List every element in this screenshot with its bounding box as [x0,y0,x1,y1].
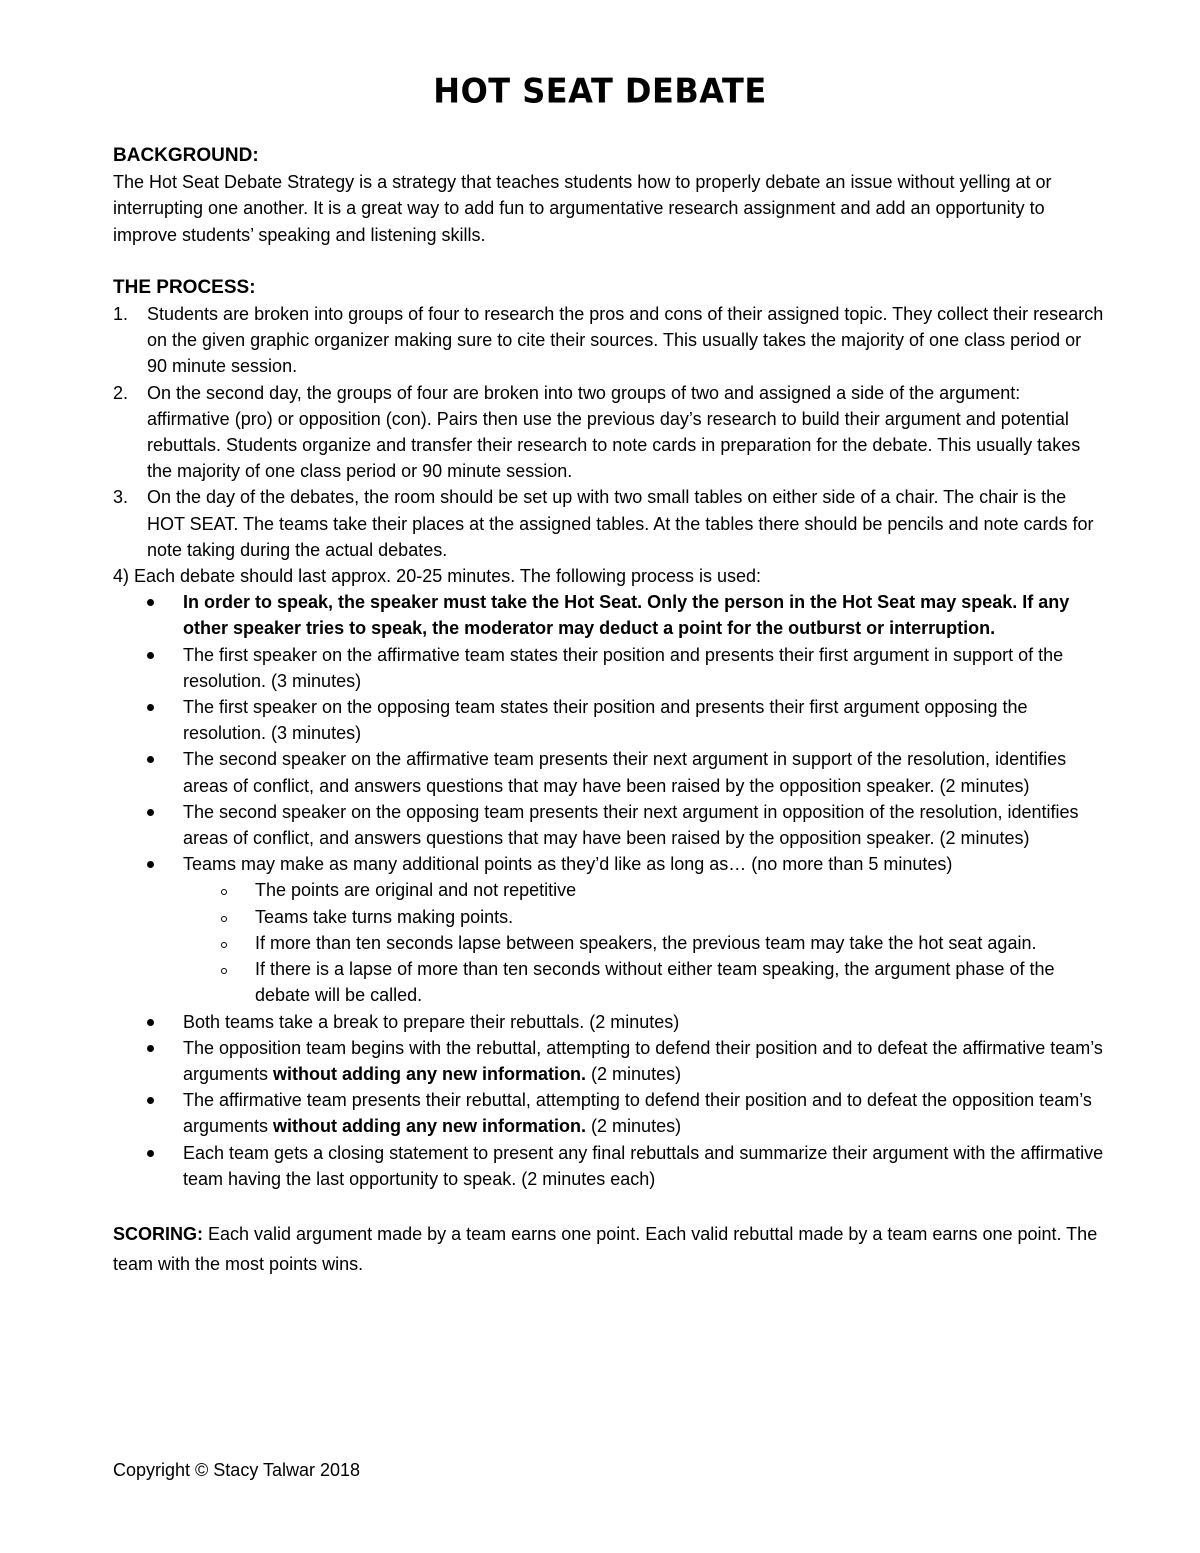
process-heading: THE PROCESS: [113,276,256,298]
bullet-icon [147,1150,154,1157]
step-four-text: 4) Each debate should last approx. 20-25 minutes. The following process is used: [113,566,762,587]
circle-bullet-icon [221,942,227,948]
circle-bullet-icon [221,968,227,974]
background-section [113,143,1105,248]
list-item: Each team gets a closing statement to present any final rebuttals and summarize their argument with the affirmative team having the last opportunity to speak. (2 minutes each) [183,1140,1105,1192]
background-heading: BACKGROUND: [113,145,259,166]
process-step [113,301,1105,380]
sub-list-item: If there is a lapse of more than ten seconds without either team speaking, the argument phase of the debate will be called. [255,956,1105,1008]
step-number: 2. [113,382,129,403]
copyright-notice: Copyright © Stacy Talwar 2018 [113,1460,361,1480]
list-item: The second speaker on the opposing team presents their next argument in opposition of the resolution, identifies areas of conflict, and answers questions that may have been raised by the opposition speaker. (2 minutes) [183,799,1105,851]
circle-bullet-icon [221,916,227,922]
list-item: The affirmative team presents their rebuttal, attempting to defend their position and to defeat the opposition team’s arguments without adding any new information. (2 minutes) [183,1087,1105,1139]
bullet-icon [147,861,154,868]
bullet-icon [147,704,154,711]
sub-list-item: Teams take turns making points. [255,904,1105,930]
sub-list-item: The points are original and not repetitive [255,877,1105,903]
bullet-icon [147,756,154,763]
process-steps [113,301,1105,563]
step-number: 1. [113,304,129,325]
list-item: The first speaker on the opposing team states their position and presents their first argument opposing the resolution. (3 minutes) [183,694,1105,746]
list-item: The opposition team begins with the rebuttal, attempting to defend their position and to defeat the affirmative team’s arguments without adding any new information. (2 minutes) [183,1035,1105,1087]
list-item: The first speaker on the affirmative team states their position and presents their first argument in support of the resolution. (3 minutes) [183,642,1105,694]
document-body [113,143,1105,1279]
list-item: The second speaker on the affirmative team presents their next argument in support of the resolution, identifies areas of conflict, and answers questions that may have been raised by the opposition speaker. (2 minutes) [183,746,1105,798]
step-text: On the second day, the groups of four are broken into two groups of two and assigned a side of the argument: affirmative (pro) or opposition (con). Pairs then use the previous day’s research to build their argument and potential rebuttals. Students organize and transfer their research to note cards in preparation for the debate. This usually takes the majority of one class period or 90 minute session. [147,382,1081,482]
process-step [113,380,1105,485]
bullet-icon [147,809,154,816]
scoring-label: SCORING: [113,1223,203,1244]
bullet-icon [147,1097,154,1104]
scoring-paragraph [113,1219,1105,1279]
step-text: On the day of the debates, the room should be set up with two small tables on either side of a chair. The chair is the HOT SEAT. The teams take their places at the assigned tables. At the tables there should be pencils and note cards for note taking during the actual debates. [147,487,1094,560]
list-item: Teams may make as many additional points as they’d like as long as… (no more than 5 minutes) The points are original and not repetitive Teams take turns making points. If more than ten seconds lapse between speakers, the previous team may take the hot seat again. If there is a lapse of more than ten seconds without either team speaking, the argument phase of the debate will be called. [183,851,1105,1008]
list-item: Both teams take a break to prepare their rebuttals. (2 minutes) [183,1009,1105,1035]
sub-list [183,877,1105,1008]
step-number: 3. [113,487,129,508]
debate-procedure-list [113,589,1105,1192]
scoring-text: Each valid argument made by a team earns one point. Each valid rebuttal made by a team earns one point. The team with the most points wins. [113,1223,1098,1274]
page-title: HOT SEAT DEBATE [433,71,767,111]
bullet-icon [147,1045,154,1052]
step-text: Students are broken into groups of four to research the pros and cons of their assigned topic. They collect their research on the given graphic organizer making sure to cite their sources. This usually takes the majority of one class period or 90 minute session. [147,304,1104,377]
list-item: In order to speak, the speaker must take the Hot Seat. Only the person in the Hot Seat may speak. If any other speaker tries to speak, the moderator may deduct a point for the outburst or interruption. [183,589,1105,641]
bullet-icon [147,599,154,606]
bullet-icon [147,1019,154,1026]
sub-list-item: If more than ten seconds lapse between speakers, the previous team may take the hot seat again. [255,930,1105,956]
circle-bullet-icon [221,889,227,895]
bullet-icon [147,652,154,659]
process-section [113,275,1105,1192]
background-text: The Hot Seat Debate Strategy is a strategy that teaches students how to properly debate an issue without yelling at or interrupting one another. It is a great way to add fun to argumentative research assignment and add an opportunity to improve students’ speaking and listening skills. [113,172,1052,245]
process-step [113,484,1105,563]
